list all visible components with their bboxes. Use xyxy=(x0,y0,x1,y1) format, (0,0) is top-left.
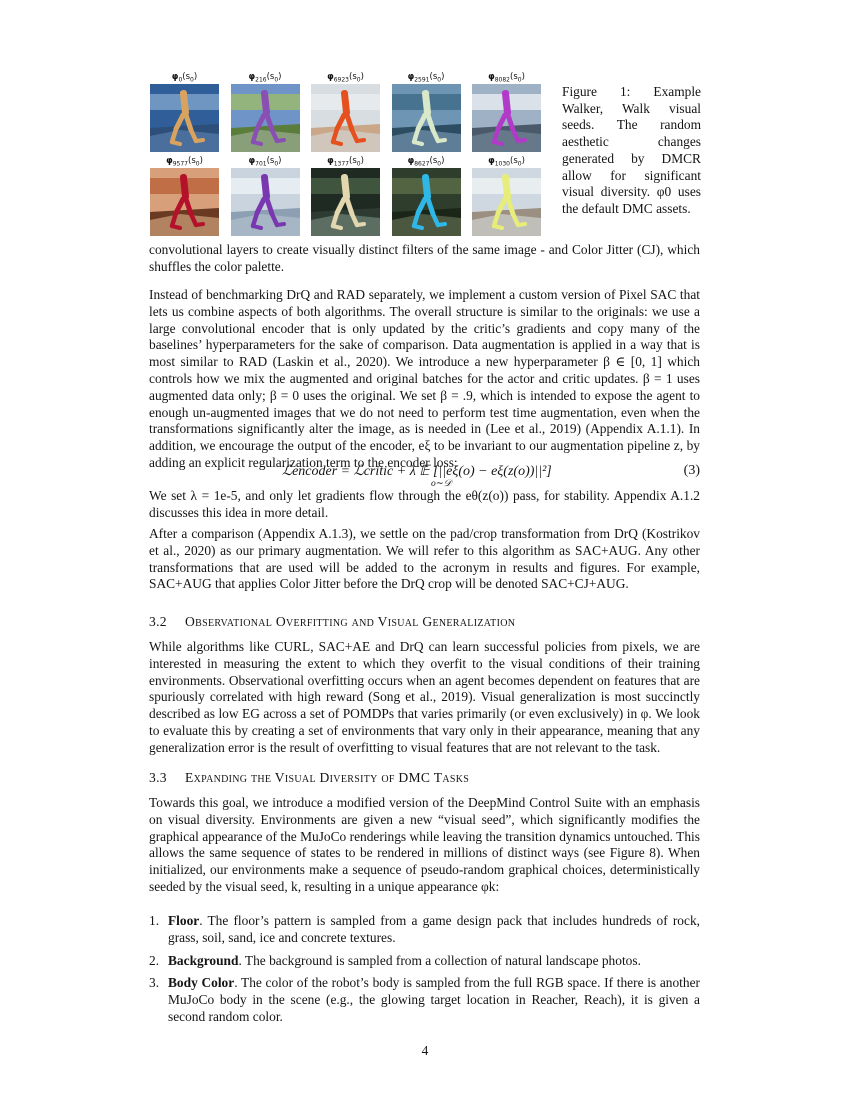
section-3-3-heading xyxy=(149,770,700,786)
panel-image xyxy=(150,168,219,236)
list-head: Background xyxy=(168,952,239,968)
paragraph-3-text: We set λ = 1e-5, and only let gradients flow through the eθ(z(o)) pass, for stability. Appendix A.1.2 discusses this idea in more detail. xyxy=(149,488,700,520)
paragraph-2-text: Instead of benchmarking DrQ and RAD separately, we implement a custom version of Pixel SAC that lets us combine aspects of both algorithms. The overall structure is similar to the originals: we use a large convolutional encoder that is only updated by the critic’s gradients and copy many of the baselines’ hyperparameters for the sake of comparison. Data augmentation is applied in a way that is most similar to RAD (Laskin et al., 2020). We introduce a new hyperparameter β ∈ [0, 1] which controls how we mix the augmented and original batches for the actor and critic updates. β = 1 uses augmented data only; β = 0 uses the original. We set β = .9, which is intended to expose the agent to enough un-augmented images that we do not need to perform test time augmentation, even when the transformations significantly alter the image, as is needed in (Lee et al., 2019) (Appendix A.1.1). In addition, we encourage the output of the encoder, eξ to be invariant to our augmentation pipeline z, by adding an explicit regularization term to the encoder loss: xyxy=(149,287,700,470)
paragraph-6-text: Towards this goal, we introduce a modified version of the DeepMind Control Suite with an emphasis on visual diversity. Environments are given a new “visual seed”, which significantly modifies the graphical appearance of the MuJoCo renderings while leaving the transition dynamics untouched. This allows the same sequence of states to be rendered in millions of distinct ways (see Figure 8). When initialized, our environments make a sequence of pseudo-random graphical choices, deterministically seeded by the visual seed, k, resulting in a unique appearance φk: xyxy=(149,795,700,894)
panel-label: $\varphi_{8627}(s_0)$ xyxy=(407,156,445,168)
panel-label: $\varphi_{701}(s_0)$ xyxy=(248,156,282,168)
list-item xyxy=(149,975,700,1025)
figure-1 xyxy=(150,72,545,240)
paragraph-6 xyxy=(149,795,700,896)
section-number: 3.2 xyxy=(149,614,167,629)
panel-label: $\varphi_{9577}(s_0)$ xyxy=(166,156,203,168)
panel-image xyxy=(472,168,541,236)
equation-subscript: o∼𝒟 xyxy=(431,479,452,489)
list-number: 3. xyxy=(149,975,160,991)
list-head: Body Color xyxy=(168,975,235,991)
paragraph-2 xyxy=(149,287,700,472)
panel-image xyxy=(311,168,380,236)
panel-label: $\varphi_0(s_0)$ xyxy=(171,72,198,84)
panel-image xyxy=(392,168,461,236)
equation-body: ℒencoder = ℒcritic + λ 𝔼 [||eξ(o) − eξ(z(o))||²] xyxy=(282,464,552,479)
list-head: Floor xyxy=(168,913,200,928)
section-number: 3.3 xyxy=(149,770,167,785)
paragraph-1-text: convolutional layers to create visually distinct filters of the same image - and Color Jitter (CJ), which shuffles the color palette. xyxy=(149,242,700,274)
list-text: . The color of the robot’s body is sampled from the full RGB space. If there is another MuJoCo body in the scene (e.g., the glowing target location in Reacher, Reach), it is given a second random color. xyxy=(168,975,700,1024)
paragraph-5-text: While algorithms like CURL, SAC+AE and DrQ can learn successful policies from pixels, we are interested in measuring the extent to which they overfit to the visual conditions of their training environments. Observational overfitting occurs when an agent becomes dependent on features that are spuriously correlated with high reward (Song et al., 2019). Visual generalization is most succinctly described as low EG across a set of POMDPs that varies primarily (or even exclusively) in φ. We look to evaluate this by creating a set of environments that vary only in their appearance, meaning that any generalization error is the result of overfitting to visual features that are not relevant to the task. xyxy=(149,639,700,755)
feature-list xyxy=(149,913,700,1032)
panel-label: $\varphi_{8082}(s_0)$ xyxy=(488,72,525,84)
page-number: 4 xyxy=(421,1043,429,1058)
paragraph-1 xyxy=(149,242,700,276)
section-title: Expanding the Visual Diversity of DMC Tasks xyxy=(185,770,470,785)
section-3-2-heading xyxy=(149,614,700,630)
panel-label: $\varphi_{2591}(s_0)$ xyxy=(407,72,445,84)
panel-image xyxy=(150,84,219,152)
paragraph-3 xyxy=(149,488,700,522)
list-item xyxy=(149,913,700,947)
figure-caption: Figure 1: Example Walker, Walk visual seeds. The random aesthetic changes generated by DMCR allow for significant visual diversity. φ0 uses the default DMC assets. xyxy=(562,84,701,216)
paragraph-5 xyxy=(149,639,700,757)
list-item xyxy=(149,953,700,970)
panel-image xyxy=(472,84,541,152)
list-text: . The background is sampled from a collection of natural landscape photos. xyxy=(238,952,641,968)
panel-image xyxy=(231,168,300,236)
panel-label: $\varphi_{1030}(s_0)$ xyxy=(488,156,525,168)
list-text: . The floor’s pattern is sampled from a game design pack that includes hundreds of rock, grass, soil, sand, ice and concrete textures. xyxy=(168,913,700,945)
panel-image xyxy=(392,84,461,152)
list-number: 2. xyxy=(149,952,160,968)
list-number: 1. xyxy=(149,913,160,928)
panel-label: $\varphi_{6923}(s_0)$ xyxy=(327,72,364,84)
panel-label: $\varphi_{216}(s_0)$ xyxy=(248,72,282,84)
section-title: Observational Overfitting and Visual Generalization xyxy=(185,614,516,629)
equation-number: (3) xyxy=(683,463,700,478)
paragraph-4 xyxy=(149,526,700,593)
paragraph-4-text: After a comparison (Appendix A.1.3), we settle on the pad/crop transformation from DrQ (Kostrikov et al., 2020) as our primary augmentation. We will refer to this algorithm as SAC+AUG. Any other transformations that are used will be added to the acronym in results and figures. For example, SAC+AUG that applies Color Jitter before the DrQ crop will be denoted SAC+CJ+AUG. xyxy=(149,526,700,592)
panel-label: $\varphi_{1377}(s_0)$ xyxy=(327,156,364,168)
panel-image xyxy=(231,84,300,152)
panel-image xyxy=(311,84,380,152)
